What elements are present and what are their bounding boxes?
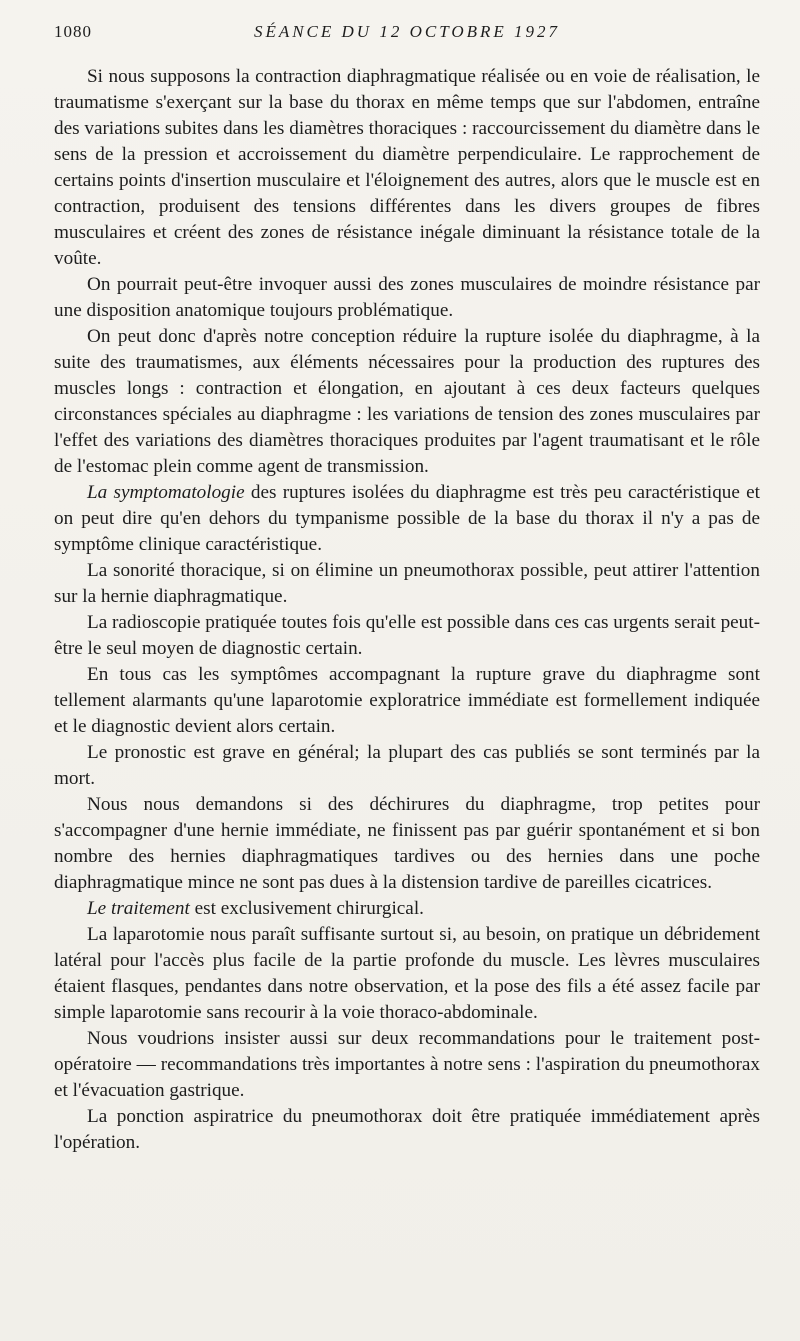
paragraph: La ponction aspiratrice du pneumothorax doit être pratiquée immédiatement après l'opération. <box>54 1106 760 1153</box>
paragraph: En tous cas les symptômes accompagnant la rupture grave du diaphragme sont tellement alarmants qu'une laparotomie exploratrice immédiate est formellement indiquée et le diagnostic devient alors certain. <box>54 664 760 737</box>
emphasis-traitement: Le traitement <box>87 898 190 919</box>
paragraph: On pourrait peut-être invoquer aussi des zones musculaires de moindre résistance par une disposition anatomique toujours problématique. <box>54 274 760 321</box>
paragraph: Nous voudrions insister aussi sur deux recommandations pour le traitement post-opératoire — recommandations très importantes à notre sens : l'aspiration du pneumothorax et l'évacuation gastrique. <box>54 1028 760 1101</box>
paragraph: Le traitement est exclusivement chirurgical. <box>87 898 424 919</box>
running-title: SÉANCE DU 12 OCTOBRE 1927 <box>253 22 561 41</box>
emphasis-symptomatologie: La symptomatologie <box>87 482 245 503</box>
body-text <box>54 64 760 1156</box>
paragraph: La laparotomie nous paraît suffisante surtout si, au besoin, on pratique un débridement latéral pour l'accès plus facile de la partie profonde du muscle. Les lèvres musculaires étaient flasques, pendantes dans notre observation, et la pose des fils a été assez facile par simple laparotomie sans recourir à la voie thoraco-abdominale. <box>54 924 760 1023</box>
page-number: 1080 <box>54 22 92 41</box>
paragraph: Si nous supposons la contraction diaphragmatique réalisée ou en voie de réalisation, le traumatisme s'exerçant sur la base du thorax en même temps que sur l'abdomen, entraîne des variations subites dans les diamètres thoraciques : raccourcissement du diamètre dans le sens de la pression et accroissement du diamètre perpendiculaire. Le rapprochement de certains points d'insertion musculaire et l'éloignement des autres, alors que le muscle est en contraction, produisent des tensions différentes dans les divers groupes de fibres musculaires et créent des zones de résistance inégale diminuant la résistance totale de la voûte. <box>54 66 760 269</box>
paragraph: Le pronostic est grave en général; la plupart des cas publiés se sont terminés par la mort. <box>54 742 760 789</box>
paragraph: La sonorité thoracique, si on élimine un pneumothorax possible, peut attirer l'attention sur la hernie diaphragmatique. <box>54 560 760 607</box>
paragraph: La symptomatologie des ruptures isolées du diaphragme est très peu caractéristique et on peut dire qu'en dehors du tympanisme possible de la base du thorax il n'y a pas de symptôme clinique caractéristique. <box>54 482 760 555</box>
running-header <box>54 20 760 50</box>
paragraph: On peut donc d'après notre conception réduire la rupture isolée du diaphragme, à la suite des traumatismes, aux éléments nécessaires pour la production des ruptures des muscles longs : contraction et élongation, en ajoutant à ces deux facteurs quelques circonstances spéciales au diaphragme : les variations de tension des zones musculaires par l'effet des variations des diamètres thoraciques produites par l'agent traumatisant et le rôle de l'estomac plein comme agent de transmission. <box>54 326 760 477</box>
paragraph: Nous nous demandons si des déchirures du diaphragme, trop petites pour s'accompagner d'une hernie immédiate, ne finissent pas par guérir spontanément et si bon nombre des hernies diaphragmatiques tardives ou des hernies dans une poche diaphragmatique mince ne sont pas dues à la distension tardive de pareilles cicatrices. <box>54 794 760 893</box>
paragraph: La radioscopie pratiquée toutes fois qu'elle est possible dans ces cas urgents serait peut-être le seul moyen de diagnostic certain. <box>54 612 760 659</box>
